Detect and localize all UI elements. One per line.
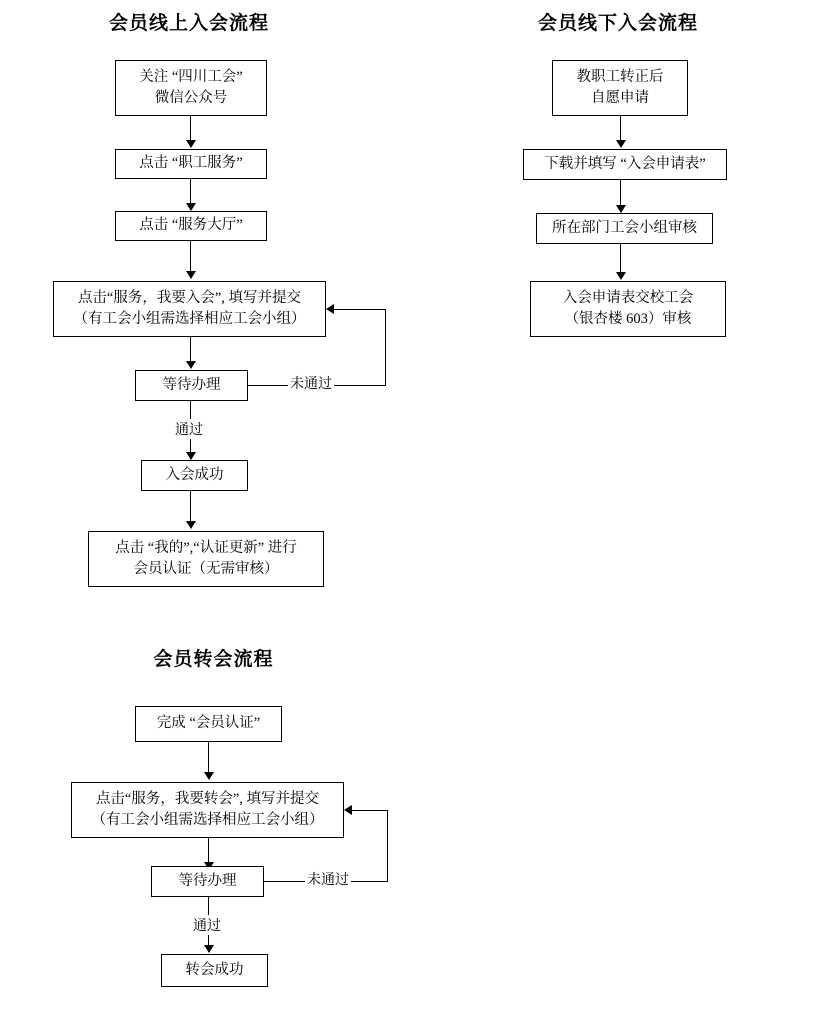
- arrowhead-t3-t4: [204, 945, 214, 953]
- node-line-1: 入会申请表交校工会: [562, 289, 694, 306]
- arrowhead-loop-online: [326, 304, 334, 314]
- node-transfer-submit-application: [71, 782, 344, 838]
- edge-label-transfer-pass: 通过: [191, 915, 223, 935]
- arrowhead-o4-o5: [186, 361, 196, 369]
- node-transfer-waiting: [151, 866, 264, 897]
- node-line-1: 完成 “会员认证”: [156, 715, 261, 732]
- node-line-2: 微信公众号: [154, 90, 228, 106]
- section-title-offline-join: 会员线下入会流程: [537, 13, 698, 34]
- loop-line-back-online: [334, 309, 386, 310]
- loop-line-up-online: [385, 309, 386, 386]
- node-line-1: 点击 “我的”,“认证更新” 进行: [115, 539, 297, 556]
- node-offline-union-review: [530, 281, 726, 337]
- node-line-1: 关注 “四川工会”: [139, 68, 243, 85]
- node-line-1: 入会成功: [165, 466, 224, 483]
- node-line-1: 点击 “职工服务”: [139, 155, 243, 172]
- connector-o6-o7: [190, 491, 191, 523]
- arrowhead-t1-t2: [204, 772, 214, 780]
- section-title-online-join: 会员线上入会流程: [108, 13, 269, 34]
- node-line-2: 会员认证（无需审核）: [133, 561, 279, 577]
- connector-o3-o4: [190, 241, 191, 273]
- connector-t1-t2: [208, 742, 209, 774]
- arrowhead-o5-o6: [186, 452, 196, 460]
- node-line-1: 下载并填写 “入会申请表”: [544, 155, 706, 172]
- node-line-1: 所在部门工会小组审核: [552, 219, 697, 236]
- connector-f3-f4: [620, 244, 621, 274]
- node-line-1: 点击“服务，我要入会”, 填写并提交: [77, 289, 302, 306]
- connector-o2-o3: [190, 179, 191, 205]
- connector-f1-f2: [620, 116, 621, 142]
- arrowhead-o3-o4: [186, 271, 196, 279]
- node-online-submit-application: [53, 281, 326, 337]
- arrowhead-f1-f2: [616, 140, 626, 148]
- node-online-click-service-hall: [115, 211, 267, 241]
- node-transfer-success: [161, 954, 268, 987]
- node-offline-department-review: [536, 213, 713, 244]
- arrowhead-f2-f3: [616, 205, 626, 213]
- arrowhead-o2-o3: [186, 203, 196, 211]
- node-line-1: 转会成功: [185, 961, 244, 978]
- edge-label-online-pass: 通过: [173, 419, 205, 439]
- connector-o1-o2: [190, 116, 191, 142]
- node-line-1: 教职工转正后: [576, 68, 664, 85]
- connector-t2-t3: [208, 838, 209, 864]
- connector-f2-f3: [620, 180, 621, 207]
- edge-label-online-fail: 未通过: [288, 373, 334, 393]
- node-line-1: 点击“服务，我要转会”, 填写并提交: [95, 790, 320, 807]
- arrowhead-o6-o7: [186, 521, 196, 529]
- node-online-click-staff-service: [115, 149, 267, 179]
- node-offline-voluntary-application: [552, 60, 688, 116]
- node-line-2: 自愿申请: [591, 90, 649, 106]
- loop-line-back-transfer: [352, 810, 388, 811]
- node-offline-download-form: [523, 149, 727, 180]
- node-line-2: （银杏楼 603）审核: [564, 311, 692, 327]
- node-online-waiting: [135, 370, 248, 401]
- node-line-1: 等待办理: [162, 376, 221, 393]
- arrowhead-o1-o2: [186, 140, 196, 148]
- connector-o4-o5: [190, 337, 191, 363]
- node-line-1: 点击 “服务大厅”: [139, 217, 243, 234]
- node-transfer-complete-verification: [135, 706, 282, 742]
- node-online-follow-wechat: [115, 60, 267, 116]
- section-title-transfer: 会员转会流程: [153, 649, 274, 670]
- node-line-2: （有工会小组需选择相应工会小组）: [91, 812, 324, 828]
- arrowhead-loop-transfer: [344, 805, 352, 815]
- arrowhead-f3-f4: [616, 272, 626, 280]
- loop-line-up-transfer: [387, 810, 388, 882]
- node-online-join-success: [141, 460, 248, 491]
- node-line-2: （有工会小组需选择相应工会小组）: [73, 311, 306, 327]
- node-online-member-verification: [88, 531, 324, 587]
- edge-label-transfer-fail: 未通过: [305, 869, 351, 889]
- node-line-1: 等待办理: [178, 872, 237, 889]
